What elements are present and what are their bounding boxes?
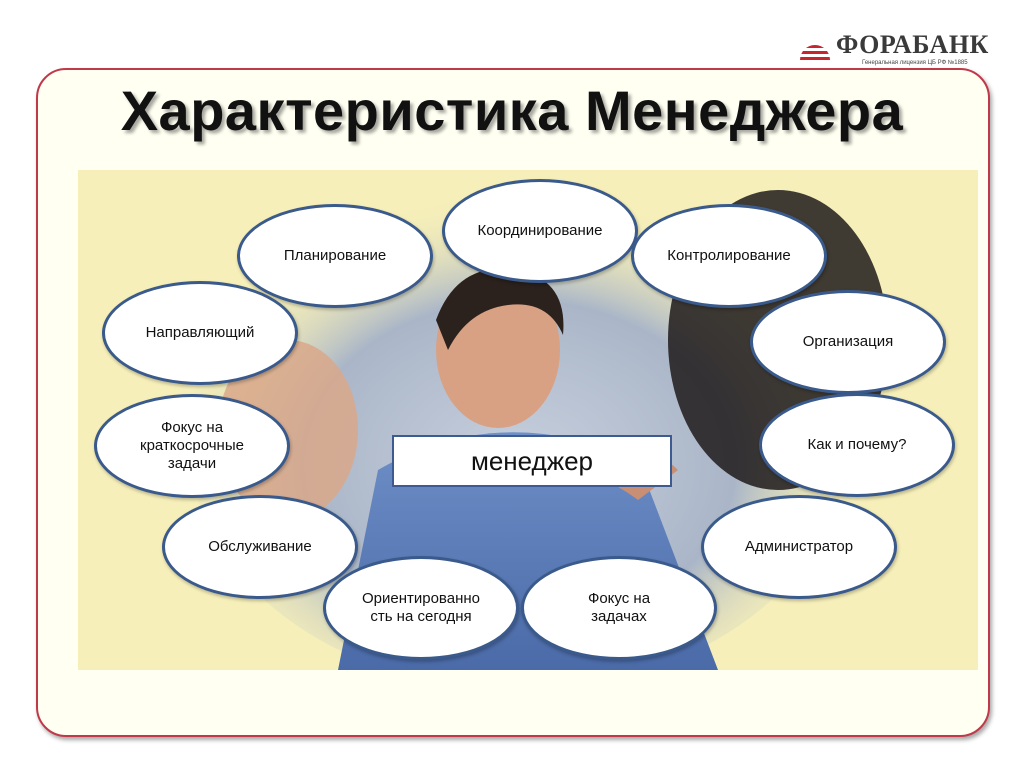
node-organizatsiya (750, 290, 946, 394)
node-planirovanie (237, 204, 433, 308)
node-kontrolirovanie (631, 204, 827, 308)
node-napravlyayushchiy (102, 281, 298, 385)
node-label: Ориентированно сть на сегодня (361, 590, 480, 625)
node-label: Фокус на задачах (587, 590, 651, 625)
node-koordinirovanie (442, 179, 638, 283)
node-label: Как и почему? (807, 436, 907, 453)
node-administrator (701, 495, 897, 599)
node-kak-i-pochemu (759, 393, 955, 497)
node-label: Фокус на краткосрочные задачи (140, 419, 244, 472)
node-label: Администратор (744, 538, 854, 555)
node-label: Планирование (283, 247, 387, 264)
node-fokus-na-zadachakh (521, 556, 717, 660)
node-fokus-kratkosrochnye (94, 394, 290, 498)
center-label (392, 435, 672, 487)
logo-subtitle: Генеральная лицензия ЦБ РФ №1885 (862, 60, 968, 66)
node-label: Обслуживание (208, 538, 312, 555)
node-orientirovannost (323, 556, 519, 660)
page-title: Характеристика Менеджера (120, 79, 904, 142)
node-obsluzhivanie (162, 495, 358, 599)
diagram-panel (78, 170, 978, 670)
node-label: Контролирование (667, 247, 791, 264)
center-label-text: менеджер (470, 445, 594, 476)
node-label: Координирование (477, 222, 603, 239)
node-label: Направляющий (145, 324, 255, 341)
logo-text: ФОРАБАНК (836, 30, 989, 59)
bank-logo-icon (798, 32, 832, 62)
forabank-logo (798, 30, 988, 70)
node-label: Организация (802, 333, 894, 350)
